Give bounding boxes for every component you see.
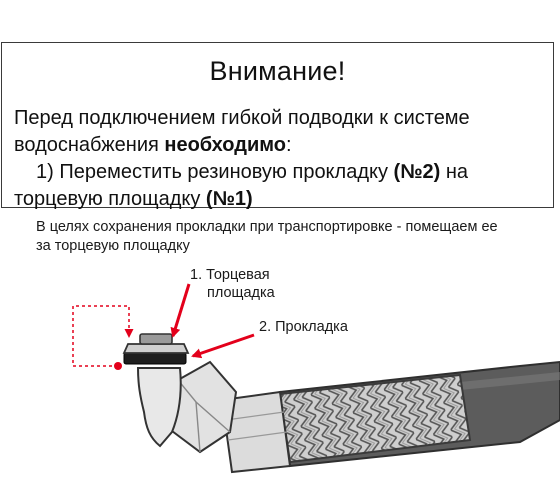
notice-line-4-text: торцевую площадку (14, 188, 206, 210)
notice-line-2-bold: необходимо (164, 134, 286, 156)
fitting-nipple (140, 334, 172, 344)
dashed-arrow-icon (73, 306, 129, 366)
notice-line-2-text: водоснабжения (14, 134, 165, 156)
elbow-body (138, 368, 181, 446)
notice-line-3-bold: (№2) (393, 161, 441, 183)
label-end-platform-line2: площадка (207, 285, 275, 301)
rubber-gasket (124, 353, 186, 364)
caption-line-1: В целях сохранения прокладки при транспортировке - помещаем ее (36, 219, 498, 235)
notice-line-1: Перед подключением гибкой подводки к системе (14, 107, 470, 129)
label-gasket: 2. Прокладка (259, 319, 348, 335)
label-end-platform: 1. Торцевая (190, 267, 270, 283)
red-arrow-gasket-icon (193, 335, 254, 356)
notice-line-4-bold: (№1) (205, 188, 253, 210)
caption-line-2: за торцевую площадку (36, 238, 190, 254)
red-arrow-icon (173, 284, 189, 336)
notice-line-3-suffix: на (440, 161, 469, 183)
end-platform (124, 344, 188, 353)
dashed-arrow-start-dot (114, 362, 122, 370)
notice-line-3-text: 1) Переместить резиновую прокладку (36, 161, 394, 183)
notice-title: Внимание! (209, 56, 346, 86)
notice-line-2-suffix: : (285, 134, 292, 156)
